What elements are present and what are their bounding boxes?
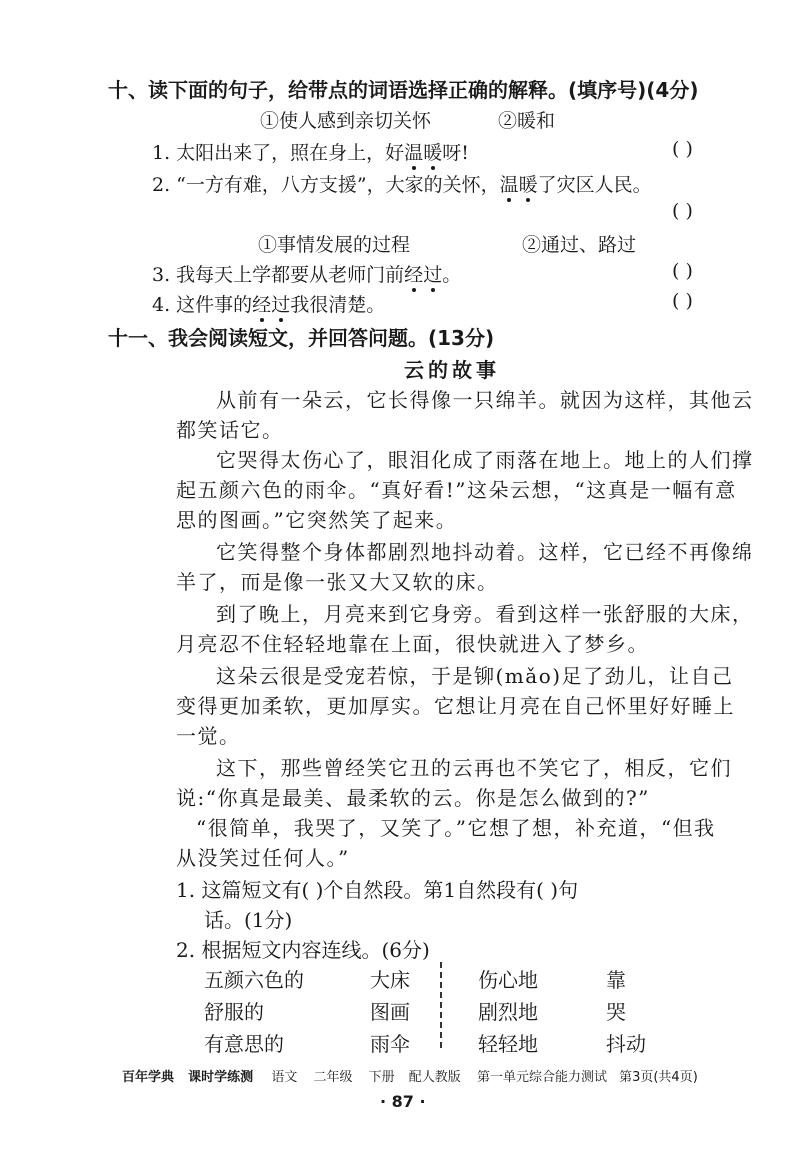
answer-blank-10-3[interactable]: ( ): [672, 260, 693, 282]
story-line: 这朵云很是受宠若惊，于是铆(mǎo)足了劲儿，让自己: [216, 664, 734, 688]
dotted-char: 温: [404, 138, 423, 165]
page-footer: [122, 1066, 698, 1085]
dotted-char: 过: [271, 290, 290, 317]
question-10-4: 4. 这件事的经过我很清楚。: [152, 290, 385, 317]
footer-subject: 语文: [271, 1070, 298, 1085]
story-line: 月亮忍不住轻轻地靠在上面，很快就进入了梦乡。: [176, 632, 649, 656]
dotted-char: 经: [252, 290, 271, 317]
story-line: 从没笑过任何人。”: [176, 846, 350, 870]
question-11-1: 1. 这篇短文有( )个自然段。第1自然段有( )句: [176, 878, 579, 902]
footer-brand: 百年学典: [122, 1070, 175, 1085]
match-right-item[interactable]: 轻轻地: [478, 1032, 538, 1056]
story-line: 说:“你真是最美、最柔软的云。你是怎么做到的?”: [176, 786, 650, 810]
group1-option-1: ①使人感到亲切关怀: [260, 110, 432, 132]
footer-page: 第3页(共4页): [619, 1070, 698, 1085]
match-left-target[interactable]: 大床: [370, 968, 410, 992]
story-title: 云的故事: [404, 358, 500, 382]
question-10-3: 3. 我每天上学都要从老师门前经过。: [152, 260, 461, 287]
story-line: 起五颜六色的雨伞。“真好看!”这朵云想，“这真是一幅有意: [176, 478, 737, 502]
match-right-target[interactable]: 抖动: [606, 1032, 646, 1056]
story-line: 它笑得整个身体都剧烈地抖动着。这样，它已经不再像绵: [216, 540, 754, 564]
answer-blank-10-2[interactable]: ( ): [672, 200, 693, 222]
footer-grade: 二年级: [313, 1070, 353, 1085]
story-line: 都笑话它。: [176, 418, 284, 442]
match-right-item[interactable]: 剧烈地: [478, 1000, 538, 1024]
story-line: 羊了，而是像一张又大又软的床。: [176, 570, 499, 594]
story-line: 思的图画。”它突然笑了起来。: [176, 508, 458, 532]
match-left-item[interactable]: 五颜六色的: [204, 968, 304, 992]
page-number: · 87 ·: [380, 1092, 426, 1111]
match-left-item[interactable]: 有意思的: [204, 1032, 284, 1056]
answer-blank-10-4[interactable]: ( ): [672, 290, 693, 312]
question-10-1: 1. 太阳出来了，照在身上，好温暖呀!: [152, 138, 469, 165]
section-10-heading: 十、读下面的句子，给带点的词语选择正确的解释。(填序号)(4分): [108, 78, 699, 102]
group2-option-2: ②通过、路过: [522, 234, 637, 256]
dotted-char: 经: [404, 260, 423, 287]
story-line: 这下，那些曾经笑它丑的云再也不笑它了，相反，它们: [216, 756, 732, 780]
match-left-item[interactable]: 舒服的: [204, 1000, 264, 1024]
footer-series: 课时学练测: [188, 1070, 254, 1085]
story-line: 一觉。: [176, 724, 241, 748]
footer-edition: 配人教版: [408, 1070, 461, 1085]
match-left-target[interactable]: 图画: [370, 1000, 410, 1024]
story-line: 到了晚上，月亮来到它身旁。看到这样一张舒服的大床，: [216, 602, 754, 626]
match-left-target[interactable]: 雨伞: [370, 1032, 410, 1056]
dotted-char: 暖: [519, 170, 538, 197]
question-11-1-cont: 话。(1分): [204, 908, 293, 932]
dotted-char: 过: [423, 260, 442, 287]
group2-option-1: ①事情发展的过程: [258, 234, 411, 256]
story-line: 从前有一朵云，它长得像一只绵羊。就因为这样，其他云: [216, 388, 754, 412]
story-line: 变得更加柔软，更加厚实。它想让月亮在自己怀里好好睡上: [176, 694, 735, 718]
match-right-item[interactable]: 伤心地: [478, 968, 538, 992]
group1-option-2: ②暖和: [498, 110, 556, 132]
match-divider: [440, 962, 442, 1048]
match-right-target[interactable]: 靠: [606, 968, 626, 992]
dotted-char: 暖: [423, 138, 442, 165]
footer-term: 下册: [368, 1070, 395, 1085]
story-line: “很简单，我哭了，又笑了。”它想了想，补充道，“但我: [196, 816, 716, 840]
question-10-2: 2. “一方有难，八方支援”，大家的关怀，温暖了灾区人民。: [152, 170, 652, 197]
answer-blank-10-1[interactable]: ( ): [672, 138, 693, 160]
section-11-heading: 十一、我会阅读短文，并回答问题。(13分): [108, 326, 495, 350]
dotted-char: 温: [500, 170, 519, 197]
story-line: 它哭得太伤心了，眼泪化成了雨落在地上。地上的人们撑: [216, 448, 754, 472]
footer-test: 第一单元综合能力测试: [476, 1070, 607, 1085]
question-11-2: 2. 根据短文内容连线。(6分): [176, 938, 430, 962]
match-right-target[interactable]: 哭: [606, 1000, 626, 1024]
